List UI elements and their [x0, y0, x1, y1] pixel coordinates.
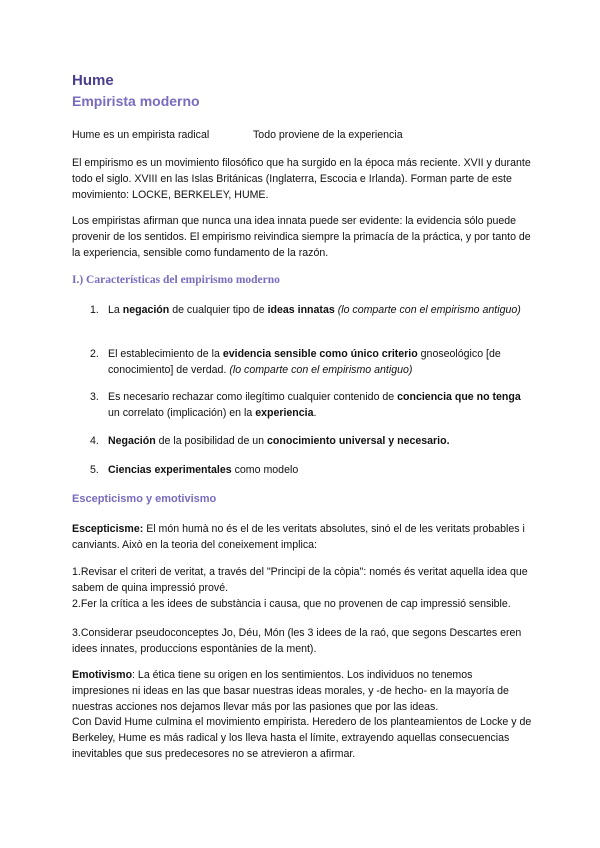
page-subtitle: Empirista moderno [72, 93, 200, 109]
page-title: Hume [72, 72, 114, 89]
intro-right: Todo proviene de la experiencia [253, 129, 403, 141]
list-item: 1. La negación de cualquier tipo de ideas innatas (lo comparte con el empirismo antiguo) [90, 304, 521, 316]
section-heading-escepticismo: Escepticismo y emotivismo [72, 493, 217, 505]
point-item: 1.Revisar el criteri de veritat, a través del "Principi de la còpia": només és veritat aquella idea que sabem de quina impressió prové. [72, 566, 528, 594]
section-heading-caracteristicas: I.) Características del empirismo moderno [72, 274, 280, 286]
list-number: 4. [90, 435, 99, 447]
list-item: 3. Es necesario rechazar como ilegítimo cualquier contenido de conciencia que no tenga un correlato (implicación) en la experiencia. [90, 391, 521, 419]
list-number: 3. [90, 391, 99, 403]
list-item: 4. Negación de la posibilidad de un conocimiento universal y necesario. [90, 435, 450, 447]
paragraph-empiristas: Los empiristas afirman que nunca una idea innata puede ser evidente: la evidencia sólo puede provenir de los sentidos. El empirismo reivindica siempre la primacía de la práctica, y por tanto de la experiencia, sensible como fundamento de la razón. [72, 215, 531, 259]
intro-left: Hume es un empirista radical [72, 129, 210, 141]
list-number: 2. [90, 348, 99, 360]
paragraph-escepticisme: Escepticisme: El món humà no és el de les veritats absolutes, sinó el de les veritats probables i canviants. Això en la teoria del coneixement implica: [72, 523, 525, 551]
list-number: 1. [90, 304, 99, 316]
point-item: 3.Considerar pseudoconceptes Jo, Déu, Món (les 3 idees de la raó, que segons Descartes eren idees innates, produccions espontànies de la ment). [72, 627, 522, 655]
list-number: 5. [90, 464, 99, 476]
paragraph-closing: Con David Hume culmina el movimiento empirista. Heredero de los planteamientos de Locke y de Berkeley, Hume es más radical y los lleva hasta el límite, extrayendo aquellas consecuencias inevitables que sus predecesores no se atrevieron a afirmar. [72, 716, 532, 760]
point-item: 2.Fer la crítica a les idees de substància i causa, que no provenen de cap impressió sensible. [72, 598, 511, 610]
list-item: 5. Ciencias experimentales como modelo [90, 464, 299, 476]
list-item: 2. El establecimiento de la evidencia sensible como único criterio gnoseológico [de conocimiento] de verdad. (lo comparte con el empirismo antiguo) [90, 348, 501, 376]
paragraph-empirismo: El empirismo es un movimiento filosófico que ha surgido en la época más reciente. XVII y durante todo el siglo. XVIII en las Islas Británicas (Inglaterra, Escocia e Irlanda). Forman parte de este movimiento: LOCKE, BERKELEY, HUME. [72, 157, 531, 201]
paragraph-emotivismo: Emotivismo: La ética tiene su origen en los sentimientos. Los individuos no tenemos impresiones ni ideas en las que basar nuestras ideas morales, y -de hecho- en la mayoría de nuestras acciones nos dejamos llevar más por las pasiones que por las ideas. [72, 669, 509, 713]
